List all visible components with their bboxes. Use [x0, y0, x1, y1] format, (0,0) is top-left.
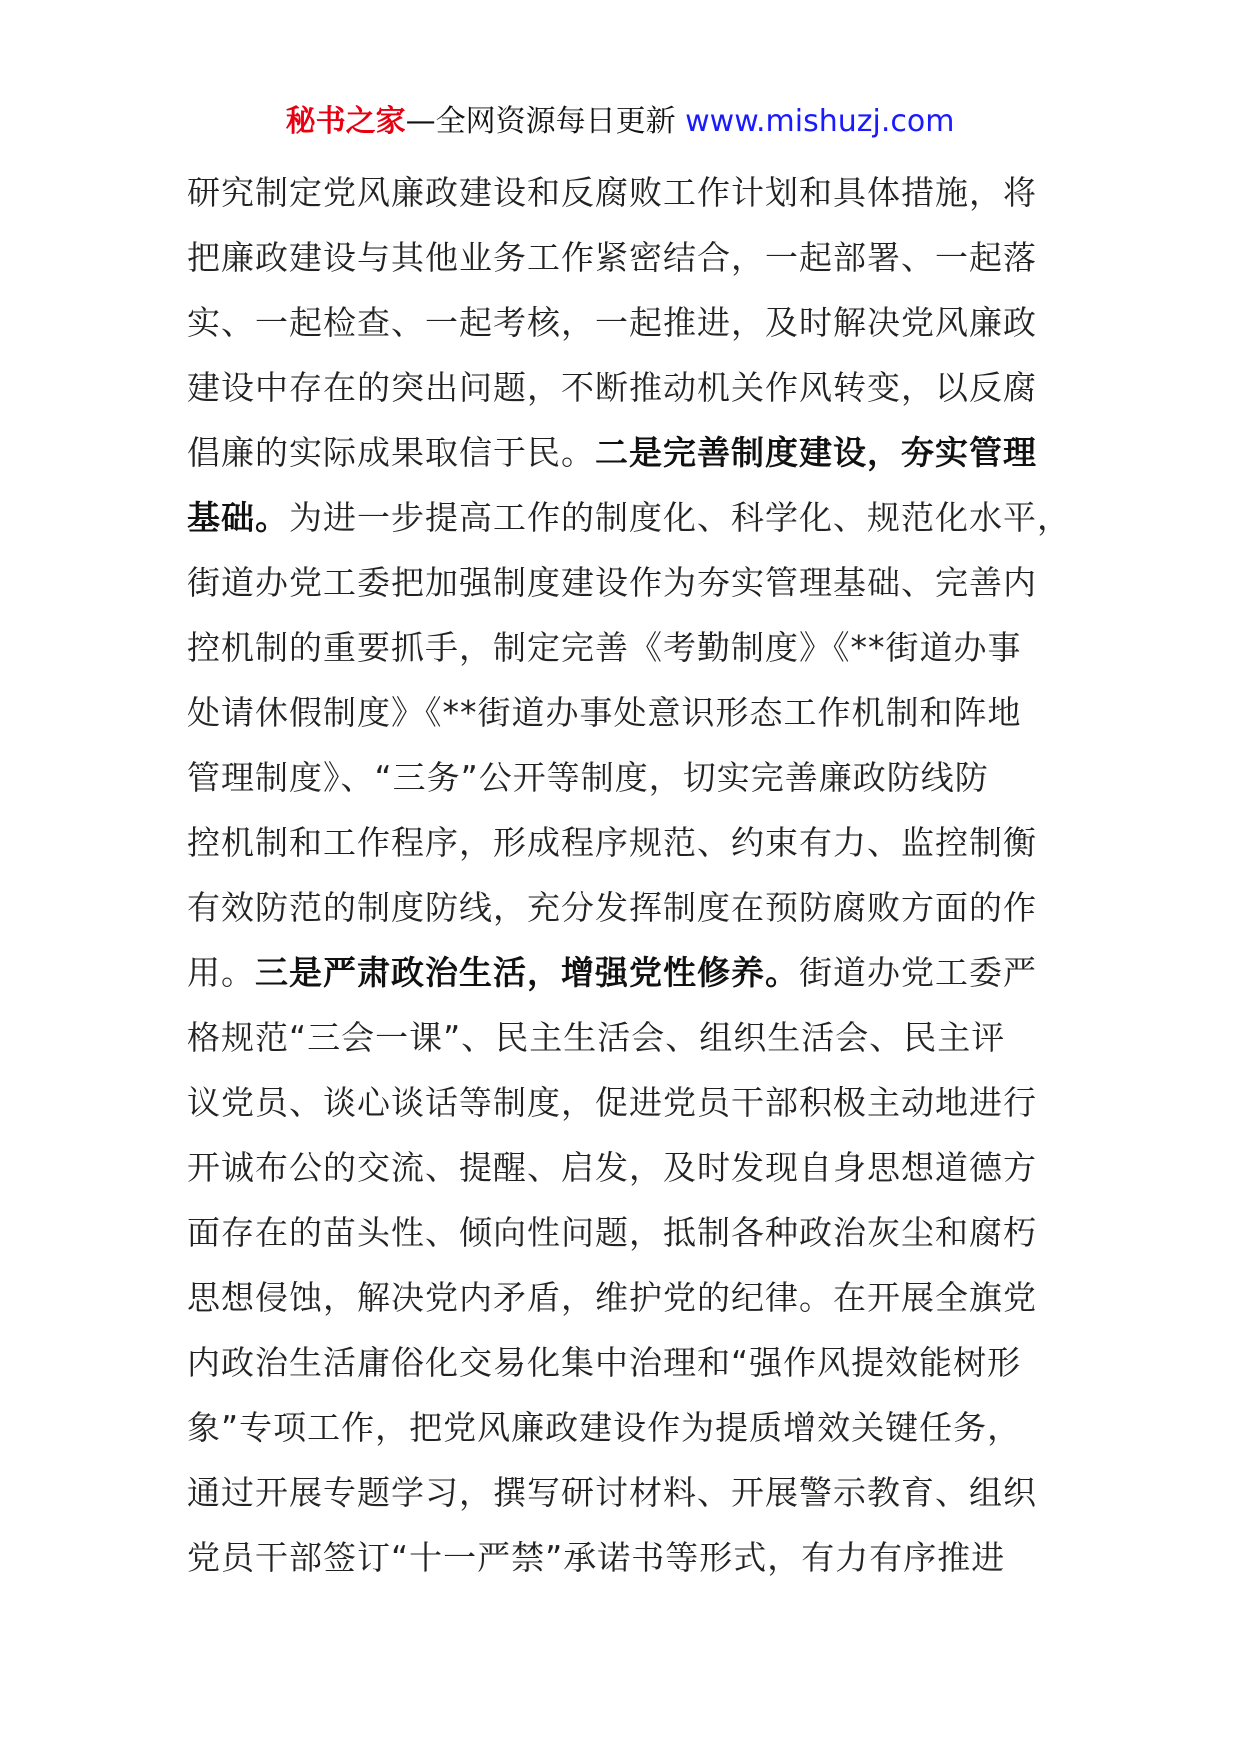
document-body — [187, 160, 1071, 1590]
text-line — [187, 550, 1047, 615]
body-text-segment: 把廉政建设与其他业务工作紧密结合，一起部署、一起落 — [187, 238, 1037, 277]
text-line — [187, 1460, 1047, 1525]
text-line — [187, 1135, 1047, 1200]
body-text-segment: 用。 — [187, 953, 255, 992]
text-line — [187, 485, 1071, 550]
text-line — [187, 1330, 1047, 1395]
body-text-segment: 象”专项工作，把党风廉政建设作为提质增效关键任务， — [187, 1408, 1022, 1447]
text-line — [187, 420, 1047, 485]
bold-heading-text: 基础。 — [187, 498, 289, 537]
body-text-segment: 街道办党工委把加强制度建设作为夯实管理基础、完善内 — [187, 563, 1037, 602]
body-text-segment: 为进一步提高工作的制度化、科学化、规范化水平， — [289, 498, 1071, 537]
text-line — [187, 1395, 1047, 1460]
text-line — [187, 745, 1047, 810]
bold-heading-text: 二是完善制度建设，夯实管理 — [595, 433, 1037, 472]
body-text-segment: 街道办党工委严 — [799, 953, 1037, 992]
body-text-segment: 控机制的重要抓手，制定完善《考勤制度》《**街道办事 — [187, 628, 1022, 667]
text-line — [187, 225, 1047, 290]
site-slogan: —全网资源每日更新 — [405, 104, 676, 139]
body-text-segment: 研究制定党风廉政建设和反腐败工作计划和具体措施，将 — [187, 173, 1037, 212]
body-text-segment: 处请休假制度》《**街道办事处意识形态工作机制和阵地 — [187, 693, 1022, 732]
body-text-segment: 格规范“三会一课”、民主生活会、组织生活会、民主评 — [187, 1018, 1006, 1057]
body-text-segment: 控机制和工作程序，形成程序规范、约束有力、监控制衡 — [187, 823, 1037, 862]
body-text-segment: 议党员、谈心谈话等制度，促进党员干部积极主动地进行 — [187, 1083, 1037, 1122]
text-line — [187, 1005, 1047, 1070]
body-text-segment: 党员干部签订“十一严禁”承诺书等形式，有力有序推进 — [187, 1538, 1006, 1577]
text-line — [187, 1265, 1047, 1330]
text-line — [187, 615, 1047, 680]
text-line — [187, 1525, 1047, 1590]
site-brand: 秘书之家 — [285, 104, 406, 139]
body-text-segment: 倡廉的实际成果取信于民。 — [187, 433, 595, 472]
text-line — [187, 290, 1047, 355]
body-text-segment: 管理制度》、“三务”公开等制度，切实完善廉政防线防 — [187, 758, 989, 797]
text-line — [187, 1070, 1047, 1135]
body-text-segment: 实、一起检查、一起考核，一起推进，及时解决党风廉政 — [187, 303, 1037, 342]
site-header — [0, 100, 1240, 144]
body-text-segment: 通过开展专题学习，撰写研讨材料、开展警示教育、组织 — [187, 1473, 1037, 1512]
text-line — [187, 810, 1047, 875]
body-text-segment: 开诚布公的交流、提醒、启发，及时发现自身思想道德方 — [187, 1148, 1037, 1187]
bold-heading-text: 三是严肃政治生活，增强党性修养。 — [255, 953, 799, 992]
text-line — [187, 940, 1047, 1005]
text-line — [187, 160, 1047, 225]
body-text-segment: 内政治生活庸俗化交易化集中治理和“强作风提效能树形 — [187, 1343, 1022, 1382]
body-text-segment: 面存在的苗头性、倾向性问题，抵制各种政治灰尘和腐朽 — [187, 1213, 1037, 1252]
text-line — [187, 680, 1047, 745]
text-line — [187, 875, 1047, 940]
body-text-segment: 有效防范的制度防线，充分发挥制度在预防腐败方面的作 — [187, 888, 1037, 927]
body-text-segment: 思想侵蚀，解决党内矛盾，维护党的纪律。在开展全旗党 — [187, 1278, 1037, 1317]
text-line — [187, 1200, 1047, 1265]
body-text-segment: 建设中存在的突出问题，不断推动机关作风转变，以反腐 — [187, 368, 1037, 407]
text-line — [187, 355, 1047, 420]
site-url-link[interactable]: www.mishuzj.com — [685, 104, 955, 139]
